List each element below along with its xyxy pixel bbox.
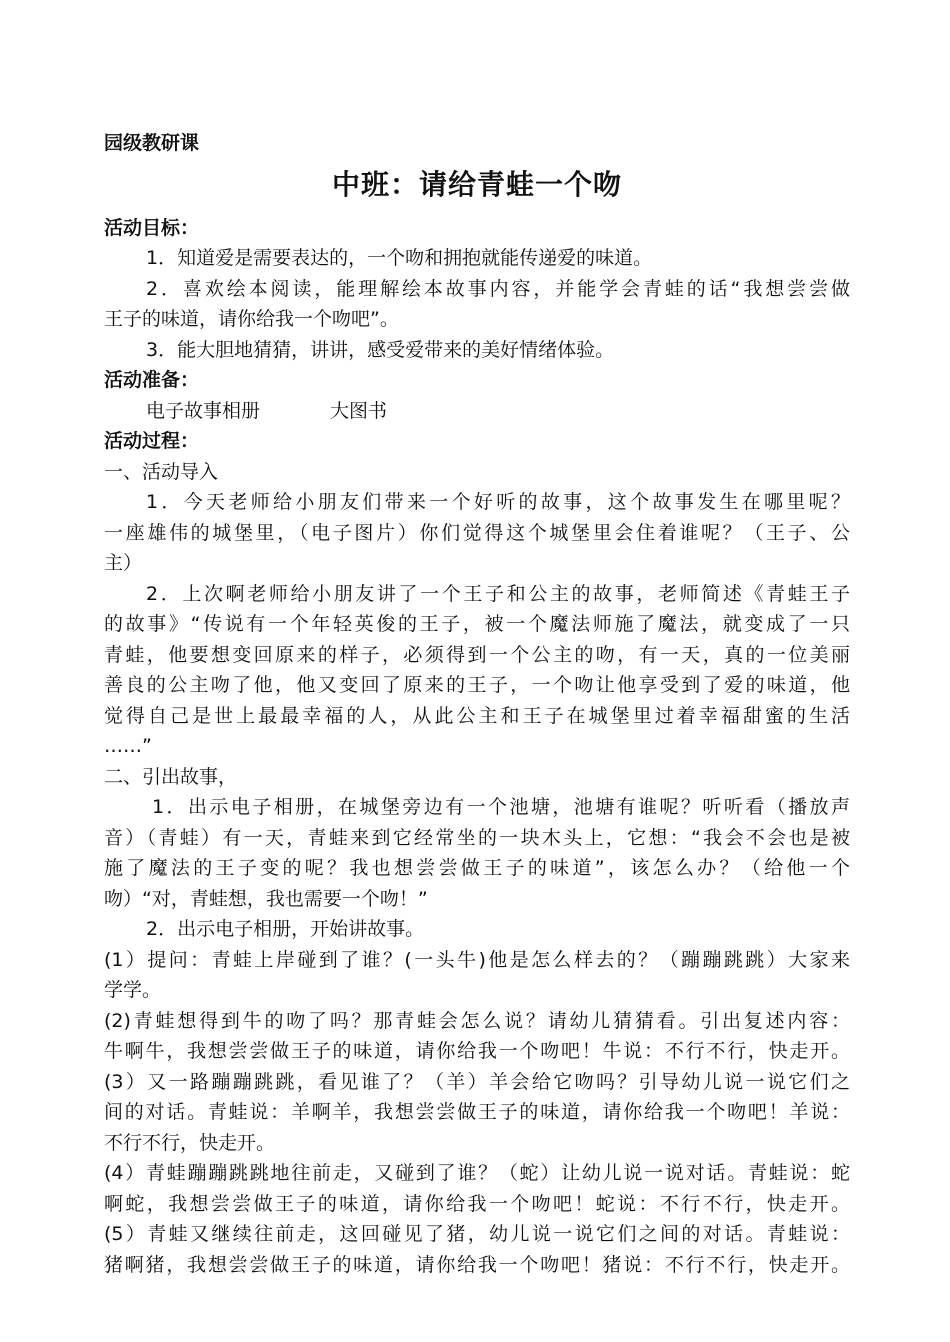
paragraph-line: (2)青蛙想得到牛的吻了吗？那青蛙会怎么说？请幼儿猜猜看。引出复述内容： (104, 1009, 850, 1032)
paragraph-line: 牛啊牛，我想尝尝做王子的味道，请你给我一个吻吧！牛说：不行不行，快走开。 (104, 1040, 850, 1062)
goal-item: 2．喜欢绘本阅读，能理解绘本故事内容，并能学会青蛙的话“我想尝尝做 (146, 277, 850, 300)
paragraph-line: 音）（青蛙）有一天，青蛙来到它经常坐的一块木头上，它想：“我会不会也是被 (104, 826, 850, 849)
paragraph-line: (3）又一路蹦蹦跳跳，看见谁了？（羊）羊会给它吻吗？引导幼儿说一说它们之 (104, 1070, 850, 1093)
paragraph-line: (1）提问：青蛙上岸碰到了谁？(一头牛)他是怎么样去的？（蹦蹦跳跳）大家来 (104, 948, 850, 971)
paragraph-line: 间的对话。青蛙说：羊啊羊，我想尝尝做王子的味道，请你给我一个吻吧！羊说： (104, 1101, 850, 1123)
goals-heading: 活动目标： (104, 216, 200, 239)
paragraph-line: 施了魔法的王子变的呢？我也想尝尝做王子的味道”，该怎么办？（给他一个 (104, 857, 850, 879)
goal-item: 1．知道爱是需要表达的，一个吻和拥抱就能传递爱的味道。 (146, 247, 653, 269)
paragraph-line: 觉得自己是世上最最幸福的人，从此公主和王子在城堡里过着幸福甜蜜的生活 (104, 704, 850, 727)
paragraph-line: 青蛙，他要想变回原来的样子，必须得到一个公主的吻，有一天，真的一位美丽 (104, 643, 850, 666)
paragraph-line: (4）青蛙蹦蹦跳跳地往前走，又碰到了谁？（蛇）让幼儿说一说对话。青蛙说：蛇 (104, 1162, 850, 1184)
header-label: 园级教研课 (104, 132, 200, 154)
page-title: 中班：请给青蛙一个吻 (331, 167, 622, 201)
paragraph-line: 的故事》“传说有一个年轻英俊的王子，被一个魔法师施了魔法，就变成了一只 (104, 613, 850, 635)
paragraph-line: 1．今天老师给小朋友们带来一个好听的故事，这个故事发生在哪里呢？ (146, 491, 850, 513)
section-heading: 二、引出故事， (104, 765, 238, 788)
paragraph-line: 主） (104, 552, 143, 574)
materials-list (104, 396, 850, 427)
paragraph-line: ……” (104, 735, 152, 757)
paragraph-line: 猪啊猪，我想尝尝做王子的味道，请你给我一个吻吧！猪说：不行不行，快走开。 (104, 1253, 850, 1276)
paragraph-line: 吻）“对，青蛙想，我也需要一个吻！” (104, 887, 428, 910)
material-item: 大图书 (330, 399, 388, 422)
paragraph-line: 不行不行，快走开。 (104, 1131, 276, 1154)
paragraph-line: 2．出示电子相册，开始讲故事。 (146, 918, 425, 940)
paragraph-line: 善良的公主吻了他，他又变回了原来的王子，一个吻让他享受到了爱的味道，他 (104, 674, 850, 696)
process-heading: 活动过程： (104, 430, 200, 452)
goal-item: 3．能大胆地猜猜，讲讲，感受爱带来的美好情绪体验。 (146, 338, 615, 361)
goal-item-continued: 王子的味道，请你给我一个吻吧”。 (104, 308, 399, 330)
paragraph-line: 一座雄伟的城堡里，（电子图片）你们觉得这个城堡里会住着谁呢？（王子、公 (104, 521, 850, 544)
paragraph-line: 1．出示电子相册，在城堡旁边有一个池塘，池塘有谁呢？听听看（播放声 (152, 796, 850, 818)
paragraph-line: 啊蛇，我想尝尝做王子的味道，请你给我一个吻吧！蛇说：不行不行，快走开。 (104, 1192, 850, 1215)
section-heading: 一、活动导入 (104, 460, 219, 483)
material-item: 电子故事相册 (146, 399, 261, 422)
paragraph-line: (5）青蛙又继续往前走，这回碰见了猪，幼儿说一说它们之间的对话。青蛙说： (104, 1223, 850, 1245)
prep-heading: 活动准备： (104, 369, 200, 391)
paragraph-line: 2．上次啊老师给小朋友讲了一个王子和公主的故事，老师简述《青蛙王子 (146, 582, 850, 605)
paragraph-line: 学学。 (104, 979, 162, 1001)
document-page (104, 128, 850, 1280)
